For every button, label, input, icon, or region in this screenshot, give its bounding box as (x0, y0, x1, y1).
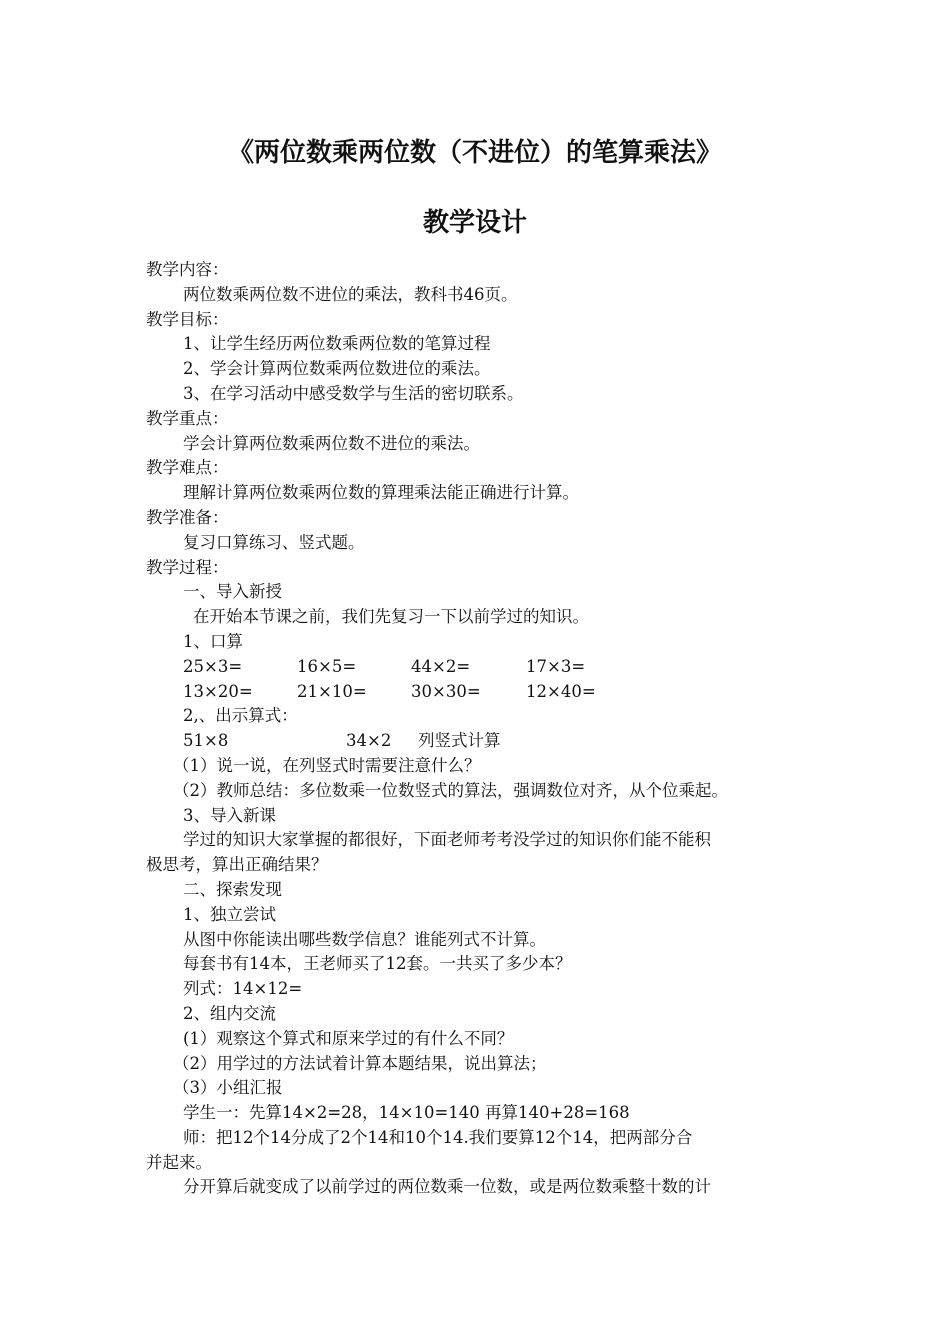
paragraph: 学生一：先算14×2=28，14×10=140 再算140+28=168 (183, 1103, 630, 1123)
document-title: 《两位数乘两位数（不进位）的笔算乘法》 (227, 138, 722, 168)
oral-item: 16×5= (297, 656, 357, 676)
oral-row (146, 680, 836, 705)
oral-item: 12×40= (526, 681, 596, 701)
document-subtitle: 教学设计 (422, 208, 527, 238)
oral-item: 13×20= (183, 681, 253, 701)
oral-item: 44×2= (411, 656, 471, 676)
document-body (146, 258, 836, 1200)
paragraph: （2）教师总结：多位数乘一位数竖式的算法，强调数位对齐，从个位乘起。 (173, 780, 728, 800)
paragraph: （2）用学过的方法试着计算本题结果，说出算法； (173, 1053, 547, 1073)
section-title: 一、导入新授 (183, 582, 282, 602)
heading-key-points: 教学重点： (146, 408, 229, 428)
paragraph: 在开始本节课之前，我们先复习一下以前学过的知识。 (193, 607, 589, 627)
heading-difficulties: 教学难点： (146, 458, 229, 478)
oral-item: 25×3= (183, 656, 243, 676)
paragraph: (1）观察这个算式和原来学过的有什么不同？ (183, 1028, 514, 1048)
subsection-title: 1、口算 (183, 631, 243, 651)
oral-item: 21×10= (297, 681, 367, 701)
equation: 列式：14×12= (183, 979, 303, 999)
oral-item: 17×3= (526, 656, 586, 676)
list-item: 1、让学生经历两位数乘两位数的笔算过程 (183, 334, 491, 354)
paragraph: 学会计算两位数乘两位数不进位的乘法。 (183, 433, 480, 453)
paragraph: 从图中你能读出哪些数学信息？谁能列式不计算。 (183, 929, 546, 949)
paragraph: （3）小组汇报 (173, 1078, 283, 1098)
equation: 34×2 (346, 731, 392, 751)
paragraph: 师：把12个14分成了2个14和10个14.我们要算12个14，把两部分合 (183, 1127, 693, 1147)
section-title: 二、探索发现 (183, 879, 282, 899)
paragraph: 每套书有14本，王老师买了12套。一共买了多少本？ (183, 954, 572, 974)
oral-item: 30×30= (411, 681, 481, 701)
paragraph: 理解计算两位数乘两位数的算理乘法能正确进行计算。 (183, 483, 579, 503)
paragraph: 复习口算练习、竖式题。 (183, 532, 365, 552)
subsection-title: 2,、出示算式： (183, 706, 298, 726)
equation: 51×8 (183, 731, 229, 751)
equation-row (146, 729, 836, 754)
heading-teaching-goals: 教学目标： (146, 309, 229, 329)
heading-process: 教学过程： (146, 557, 229, 577)
heading-preparation: 教学准备： (146, 507, 229, 527)
heading-teaching-content: 教学内容： (146, 260, 229, 279)
subsection-title: 3、导入新课 (183, 805, 276, 825)
equation-note: 列竖式计算 (418, 731, 501, 751)
paragraph: （1）说一说，在列竖式时需要注意什么？ (173, 755, 481, 775)
paragraph: 分开算后就变成了以前学过的两位数乘一位数，或是两位数乘整十数的计 (183, 1177, 711, 1197)
paragraph: 学过的知识大家掌握的都很好，下面老师考考没学过的知识你们能不能积 (183, 830, 711, 850)
subsection-title: 2、组内交流 (183, 1003, 276, 1023)
subsection-title: 1、独立尝试 (183, 904, 276, 924)
paragraph-continued: 极思考，算出正确结果？ (146, 855, 328, 875)
oral-row (146, 655, 836, 680)
paragraph-continued: 并起来。 (146, 1152, 212, 1172)
list-item: 3、在学习活动中感受数学与生活的密切联系。 (183, 383, 524, 403)
list-item: 2、学会计算两位数乘两位数进位的乘法。 (183, 359, 491, 379)
paragraph: 两位数乘两位数不进位的乘法，教科书46页。 (183, 284, 518, 304)
